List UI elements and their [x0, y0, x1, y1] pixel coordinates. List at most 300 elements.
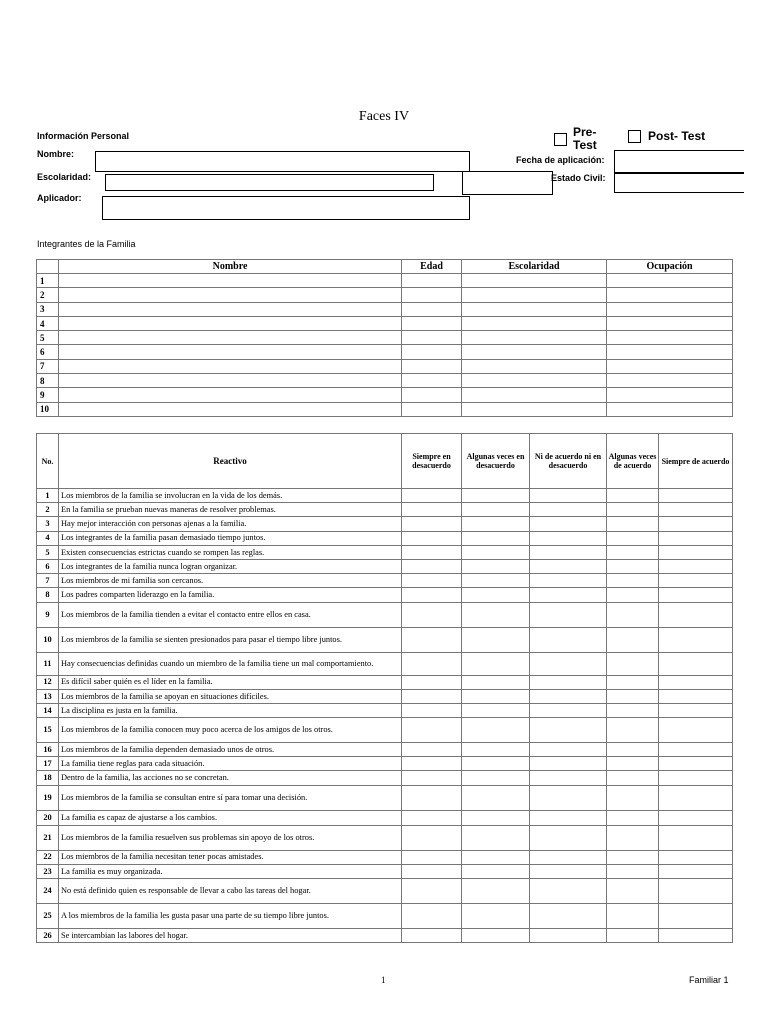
item-number: 26	[37, 929, 59, 943]
members-cell[interactable]	[462, 316, 607, 330]
items-col-reactivo: Reactivo	[59, 434, 402, 489]
members-cell[interactable]	[607, 331, 733, 345]
item-response-cell[interactable]	[659, 689, 733, 703]
estado-civil-label: Estado Civil:	[551, 173, 606, 183]
item-response-cell[interactable]	[607, 602, 659, 627]
members-cell[interactable]	[402, 288, 462, 302]
item-response-cell[interactable]	[607, 904, 659, 929]
edad-field[interactable]	[462, 171, 553, 195]
item-response-cell[interactable]	[462, 602, 530, 627]
members-row	[37, 359, 733, 373]
item-text: Los integrantes de la familia nunca logran organizar.	[59, 559, 402, 573]
item-number: 12	[37, 675, 59, 689]
item-response-cell[interactable]	[607, 879, 659, 904]
item-response-cell[interactable]	[530, 602, 607, 627]
members-cell[interactable]	[59, 302, 402, 316]
item-response-cell[interactable]	[659, 531, 733, 545]
members-cell[interactable]	[462, 345, 607, 359]
item-number: 18	[37, 771, 59, 785]
item-response-cell[interactable]	[462, 531, 530, 545]
nombre-field[interactable]	[95, 151, 470, 172]
item-response-cell[interactable]	[402, 559, 462, 573]
item-response-cell[interactable]	[659, 757, 733, 771]
members-cell[interactable]	[607, 302, 733, 316]
item-response-cell[interactable]	[530, 574, 607, 588]
item-number: 2	[37, 503, 59, 517]
item-row	[37, 689, 733, 703]
members-cell[interactable]	[402, 345, 462, 359]
item-response-cell[interactable]	[607, 785, 659, 810]
item-response-cell[interactable]	[402, 517, 462, 531]
members-cell[interactable]	[402, 388, 462, 402]
members-row-number: 8	[37, 374, 59, 388]
item-response-cell[interactable]	[462, 810, 530, 825]
item-text: Los miembros de la familia dependen demasiado unos de otros.	[59, 743, 402, 757]
members-cell[interactable]	[59, 359, 402, 373]
item-response-cell[interactable]	[402, 825, 462, 850]
item-number: 19	[37, 785, 59, 810]
item-text: Los miembros de la familia se apoyan en situaciones difíciles.	[59, 689, 402, 703]
item-text: Hay mejor interacción con personas ajenas a la familia.	[59, 517, 402, 531]
members-cell[interactable]	[462, 402, 607, 416]
item-row	[37, 517, 733, 531]
item-response-cell[interactable]	[402, 757, 462, 771]
items-col-ni-acuerdo: Ni de acuerdo ni en desacuerdo	[530, 434, 607, 489]
item-response-cell[interactable]	[530, 757, 607, 771]
item-number: 3	[37, 517, 59, 531]
item-number: 22	[37, 850, 59, 864]
item-response-cell[interactable]	[530, 785, 607, 810]
item-response-cell[interactable]	[659, 879, 733, 904]
members-cell[interactable]	[607, 274, 733, 288]
item-response-cell[interactable]	[402, 588, 462, 602]
item-response-cell[interactable]	[659, 545, 733, 559]
item-number: 17	[37, 757, 59, 771]
posttest-checkbox[interactable]	[628, 130, 641, 143]
item-row	[37, 559, 733, 573]
item-response-cell[interactable]	[607, 757, 659, 771]
item-text: La familia es muy organizada.	[59, 864, 402, 878]
item-number: 1	[37, 489, 59, 503]
item-response-cell[interactable]	[530, 503, 607, 517]
members-row	[37, 288, 733, 302]
page-number: 1	[381, 975, 386, 985]
members-cell[interactable]	[607, 288, 733, 302]
members-cell[interactable]	[59, 402, 402, 416]
members-row	[37, 316, 733, 330]
item-response-cell[interactable]	[402, 531, 462, 545]
item-row	[37, 771, 733, 785]
escolaridad-label: Escolaridad:	[37, 172, 92, 182]
item-response-cell[interactable]	[607, 627, 659, 652]
page-title: Faces IV	[358, 109, 410, 124]
item-response-cell[interactable]	[530, 810, 607, 825]
item-text: Los miembros de la familia se consultan entre sí para tomar una decisión.	[59, 785, 402, 810]
item-response-cell[interactable]	[607, 652, 659, 675]
item-response-cell[interactable]	[402, 574, 462, 588]
members-cell[interactable]	[462, 331, 607, 345]
item-response-cell[interactable]	[659, 810, 733, 825]
item-response-cell[interactable]	[530, 517, 607, 531]
item-response-cell[interactable]	[607, 864, 659, 878]
item-response-cell[interactable]	[659, 929, 733, 943]
item-number: 5	[37, 545, 59, 559]
members-row-number: 10	[37, 402, 59, 416]
item-text: Los miembros de la familia tienden a evitar el contacto entre ellos en casa.	[59, 602, 402, 627]
members-cell[interactable]	[462, 302, 607, 316]
item-response-cell[interactable]	[530, 531, 607, 545]
members-cell[interactable]	[59, 274, 402, 288]
members-cell[interactable]	[59, 374, 402, 388]
item-response-cell[interactable]	[607, 574, 659, 588]
item-response-cell[interactable]	[462, 771, 530, 785]
item-response-cell[interactable]	[402, 785, 462, 810]
members-cell[interactable]	[59, 345, 402, 359]
item-response-cell[interactable]	[607, 545, 659, 559]
item-row	[37, 675, 733, 689]
item-response-cell[interactable]	[530, 627, 607, 652]
item-text: Los miembros de la familia se involucran en la vida de los demás.	[59, 489, 402, 503]
members-cell[interactable]	[462, 388, 607, 402]
item-row	[37, 904, 733, 929]
item-response-cell[interactable]	[402, 689, 462, 703]
item-row	[37, 864, 733, 878]
item-response-cell[interactable]	[659, 675, 733, 689]
item-row	[37, 879, 733, 904]
members-row	[37, 374, 733, 388]
item-response-cell[interactable]	[530, 675, 607, 689]
escolaridad-field[interactable]	[105, 174, 434, 191]
item-response-cell[interactable]	[659, 602, 733, 627]
item-response-cell[interactable]	[659, 771, 733, 785]
item-response-cell[interactable]	[462, 574, 530, 588]
footer-label: Familiar 1	[689, 975, 729, 985]
item-number: 20	[37, 810, 59, 825]
item-response-cell[interactable]	[607, 503, 659, 517]
item-response-cell[interactable]	[462, 825, 530, 850]
item-response-cell[interactable]	[530, 588, 607, 602]
members-cell[interactable]	[59, 331, 402, 345]
item-response-cell[interactable]	[530, 489, 607, 503]
item-response-cell[interactable]	[659, 785, 733, 810]
item-response-cell[interactable]	[607, 689, 659, 703]
item-number: 8	[37, 588, 59, 602]
members-row-number: 1	[37, 274, 59, 288]
item-response-cell[interactable]	[607, 771, 659, 785]
item-response-cell[interactable]	[659, 703, 733, 717]
item-response-cell[interactable]	[607, 810, 659, 825]
item-text: Los miembros de la familia necesitan tener pocas amistades.	[59, 850, 402, 864]
item-text: La disciplina es justa en la familia.	[59, 703, 402, 717]
item-response-cell[interactable]	[462, 588, 530, 602]
item-row	[37, 810, 733, 825]
items-header-row	[37, 434, 733, 489]
item-text: La familia tiene reglas para cada situación.	[59, 757, 402, 771]
members-cell[interactable]	[402, 274, 462, 288]
item-response-cell[interactable]	[530, 850, 607, 864]
item-response-cell[interactable]	[659, 588, 733, 602]
item-row	[37, 825, 733, 850]
members-cell[interactable]	[607, 374, 733, 388]
members-col-escolaridad: Escolaridad	[462, 260, 607, 274]
item-row	[37, 588, 733, 602]
item-response-cell[interactable]	[462, 757, 530, 771]
estado-civil-field[interactable]	[614, 173, 744, 193]
item-response-cell[interactable]	[462, 879, 530, 904]
items-col-algunas-acuerdo: Algunas veces de acuerdo	[607, 434, 659, 489]
item-response-cell[interactable]	[530, 559, 607, 573]
members-cell[interactable]	[462, 359, 607, 373]
items-col-siempre-desacuerdo: Siempre en desacuerdo	[402, 434, 462, 489]
item-row	[37, 703, 733, 717]
members-header-row	[37, 260, 733, 274]
item-row	[37, 503, 733, 517]
item-response-cell[interactable]	[530, 703, 607, 717]
items-col-no: No.	[37, 434, 59, 489]
nombre-label: Nombre:	[37, 149, 75, 159]
item-response-cell[interactable]	[462, 929, 530, 943]
aplicador-field[interactable]	[102, 196, 470, 220]
members-cell[interactable]	[607, 388, 733, 402]
item-response-cell[interactable]	[659, 652, 733, 675]
item-text: Los miembros de mi familia son cercanos.	[59, 574, 402, 588]
item-response-cell[interactable]	[659, 489, 733, 503]
members-row	[37, 345, 733, 359]
item-row	[37, 574, 733, 588]
item-response-cell[interactable]	[462, 545, 530, 559]
members-cell[interactable]	[402, 316, 462, 330]
item-response-cell[interactable]	[607, 588, 659, 602]
members-col-num	[37, 260, 59, 274]
item-number: 24	[37, 879, 59, 904]
item-response-cell[interactable]	[402, 675, 462, 689]
item-response-cell[interactable]	[402, 718, 462, 743]
members-cell[interactable]	[402, 374, 462, 388]
item-response-cell[interactable]	[530, 771, 607, 785]
item-response-cell[interactable]	[659, 517, 733, 531]
item-response-cell[interactable]	[402, 489, 462, 503]
item-response-cell[interactable]	[402, 652, 462, 675]
members-cell[interactable]	[607, 316, 733, 330]
items-col-algunas-desacuerdo: Algunas veces en desacuerdo	[462, 434, 530, 489]
item-response-cell[interactable]	[607, 531, 659, 545]
members-cell[interactable]	[607, 345, 733, 359]
item-response-cell[interactable]	[659, 627, 733, 652]
item-response-cell[interactable]	[607, 517, 659, 531]
members-cell[interactable]	[402, 331, 462, 345]
item-row	[37, 850, 733, 864]
item-response-cell[interactable]	[402, 503, 462, 517]
members-cell[interactable]	[59, 388, 402, 402]
personal-info-heading: Información Personal	[37, 131, 130, 141]
item-number: 11	[37, 652, 59, 675]
members-cell[interactable]	[607, 359, 733, 373]
item-response-cell[interactable]	[607, 489, 659, 503]
item-response-cell[interactable]	[607, 718, 659, 743]
members-cell[interactable]	[402, 359, 462, 373]
item-number: 10	[37, 627, 59, 652]
item-response-cell[interactable]	[462, 850, 530, 864]
members-row-number: 4	[37, 316, 59, 330]
item-response-cell[interactable]	[659, 559, 733, 573]
item-response-cell[interactable]	[402, 810, 462, 825]
fecha-field[interactable]	[614, 150, 744, 173]
item-response-cell[interactable]	[402, 602, 462, 627]
members-cell[interactable]	[462, 274, 607, 288]
item-number: 25	[37, 904, 59, 929]
item-response-cell[interactable]	[462, 489, 530, 503]
members-row	[37, 274, 733, 288]
item-number: 4	[37, 531, 59, 545]
item-response-cell[interactable]	[530, 825, 607, 850]
fecha-label: Fecha de aplicación:	[516, 155, 605, 165]
item-text: Existen consecuencias estrictas cuando se rompen las reglas.	[59, 545, 402, 559]
item-response-cell[interactable]	[402, 879, 462, 904]
members-col-edad: Edad	[402, 260, 462, 274]
item-text: Se intercambian las labores del hogar.	[59, 929, 402, 943]
item-row	[37, 929, 733, 943]
item-number: 16	[37, 743, 59, 757]
item-row	[37, 757, 733, 771]
item-response-cell[interactable]	[402, 771, 462, 785]
item-response-cell[interactable]	[402, 627, 462, 652]
members-cell[interactable]	[402, 302, 462, 316]
item-response-cell[interactable]	[659, 850, 733, 864]
members-cell[interactable]	[607, 402, 733, 416]
item-response-cell[interactable]	[530, 879, 607, 904]
item-response-cell[interactable]	[462, 627, 530, 652]
item-row	[37, 545, 733, 559]
item-response-cell[interactable]	[659, 825, 733, 850]
item-response-cell[interactable]	[462, 689, 530, 703]
item-response-cell[interactable]	[530, 929, 607, 943]
pretest-label: Pre- Test	[573, 125, 597, 152]
item-response-cell[interactable]	[402, 703, 462, 717]
item-text: Los miembros de la familia conocen muy poco acerca de los amigos de los otros.	[59, 718, 402, 743]
members-col-nombre: Nombre	[59, 260, 402, 274]
items-table	[36, 433, 733, 943]
item-response-cell[interactable]	[462, 718, 530, 743]
item-text: No está definido quien es responsable de llevar a cabo las tareas del hogar.	[59, 879, 402, 904]
item-text: La familia es capaz de ajustarse a los cambios.	[59, 810, 402, 825]
item-response-cell[interactable]	[607, 559, 659, 573]
item-response-cell[interactable]	[402, 904, 462, 929]
item-number: 13	[37, 689, 59, 703]
item-row	[37, 718, 733, 743]
item-response-cell[interactable]	[402, 850, 462, 864]
members-cell[interactable]	[59, 316, 402, 330]
item-response-cell[interactable]	[402, 743, 462, 757]
item-response-cell[interactable]	[659, 574, 733, 588]
item-response-cell[interactable]	[462, 675, 530, 689]
members-cell[interactable]	[402, 402, 462, 416]
item-number: 23	[37, 864, 59, 878]
members-row	[37, 302, 733, 316]
members-heading: Integrantes de la Familia	[37, 239, 136, 249]
members-row-number: 9	[37, 388, 59, 402]
item-number: 14	[37, 703, 59, 717]
item-row	[37, 602, 733, 627]
item-row	[37, 652, 733, 675]
item-response-cell[interactable]	[530, 864, 607, 878]
item-response-cell[interactable]	[462, 652, 530, 675]
item-response-cell[interactable]	[462, 743, 530, 757]
item-response-cell[interactable]	[462, 904, 530, 929]
item-response-cell[interactable]	[462, 864, 530, 878]
item-response-cell[interactable]	[607, 929, 659, 943]
item-text: Es difícil saber quién es el líder en la familia.	[59, 675, 402, 689]
item-row	[37, 489, 733, 503]
item-response-cell[interactable]	[462, 703, 530, 717]
item-response-cell[interactable]	[530, 718, 607, 743]
members-row-number: 7	[37, 359, 59, 373]
item-text: Los integrantes de la familia pasan demasiado tiempo juntos.	[59, 531, 402, 545]
aplicador-label: Aplicador:	[37, 193, 82, 203]
item-response-cell[interactable]	[402, 864, 462, 878]
item-response-cell[interactable]	[530, 904, 607, 929]
item-number: 7	[37, 574, 59, 588]
item-response-cell[interactable]	[607, 850, 659, 864]
item-response-cell[interactable]	[530, 545, 607, 559]
item-response-cell[interactable]	[607, 675, 659, 689]
item-response-cell[interactable]	[659, 864, 733, 878]
item-text: En la familia se prueban nuevas maneras de resolver problemas.	[59, 503, 402, 517]
item-text: A los miembros de la familia les gusta pasar una parte de su tiempo libre juntos.	[59, 904, 402, 929]
item-row	[37, 743, 733, 757]
item-response-cell[interactable]	[402, 545, 462, 559]
item-response-cell[interactable]	[462, 559, 530, 573]
item-row	[37, 627, 733, 652]
item-row	[37, 531, 733, 545]
items-col-siempre-acuerdo: Siempre de acuerdo	[659, 434, 733, 489]
members-row	[37, 388, 733, 402]
item-response-cell[interactable]	[659, 503, 733, 517]
item-response-cell[interactable]	[462, 517, 530, 531]
item-response-cell[interactable]	[462, 503, 530, 517]
members-cell[interactable]	[462, 374, 607, 388]
item-number: 9	[37, 602, 59, 627]
members-row-number: 2	[37, 288, 59, 302]
item-response-cell[interactable]	[659, 718, 733, 743]
item-row	[37, 785, 733, 810]
item-text: Dentro de la familia, las acciones no se concretan.	[59, 771, 402, 785]
item-response-cell[interactable]	[462, 785, 530, 810]
members-table	[36, 259, 733, 417]
item-response-cell[interactable]	[607, 703, 659, 717]
item-text: Los miembros de la familia resuelven sus problemas sin apoyo de los otros.	[59, 825, 402, 850]
item-text: Los padres comparten liderazgo en la familia.	[59, 588, 402, 602]
members-cell[interactable]	[59, 288, 402, 302]
members-row-number: 3	[37, 302, 59, 316]
item-response-cell[interactable]	[659, 743, 733, 757]
item-number: 6	[37, 559, 59, 573]
item-response-cell[interactable]	[530, 743, 607, 757]
item-response-cell[interactable]	[607, 825, 659, 850]
posttest-label: Post- Test	[648, 129, 706, 143]
members-row-number: 5	[37, 331, 59, 345]
item-response-cell[interactable]	[607, 743, 659, 757]
item-text: Los miembros de la familia se sienten presionados para pasar el tiempo libre juntos.	[59, 627, 402, 652]
item-text: Hay consecuencias definidas cuando un miembro de la familia tiene un mal comportamiento.	[59, 652, 402, 675]
item-response-cell[interactable]	[530, 689, 607, 703]
members-cell[interactable]	[462, 288, 607, 302]
members-col-ocupacion: Ocupación	[607, 260, 733, 274]
pretest-checkbox[interactable]	[554, 133, 567, 146]
item-response-cell[interactable]	[402, 929, 462, 943]
item-response-cell[interactable]	[530, 652, 607, 675]
members-row	[37, 402, 733, 416]
item-response-cell[interactable]	[659, 904, 733, 929]
